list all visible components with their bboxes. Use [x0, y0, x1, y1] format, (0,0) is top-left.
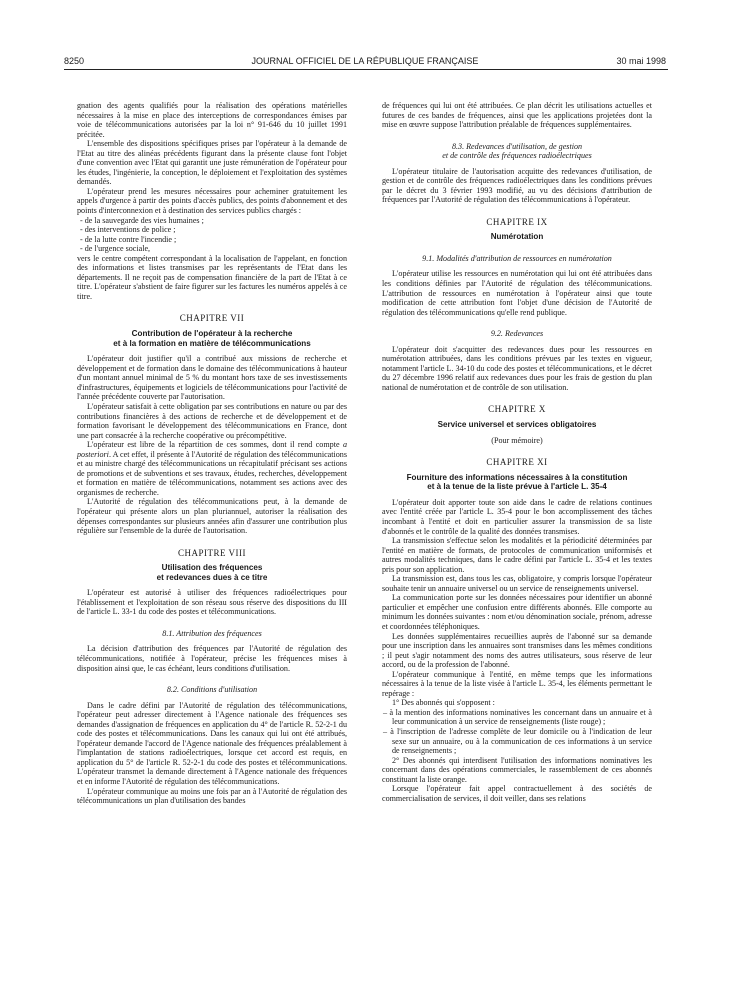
- paragraph: L'opérateur titulaire de l'autorisation acquitte des redevances d'utilisation, de gestion et de contrôle des fréquences radioélectriques dans les conditions prévues par le décret du 3 février 1993 modifié, au vu des décisions d'attribution de fréquences par l'Autorité de régulation des télécommunications à l'opérateur.: [382, 166, 652, 205]
- list: [77, 216, 347, 254]
- paragraph: La décision d'attribution des fréquences par l'Autorité de régulation des télécommunications, notifiée à l'opérateur, précise les fréquences mises à disposition ainsi que, le cas échéant, leurs conditions d'utilisation.: [77, 644, 347, 673]
- paragraph: L'opérateur utilise les ressources en numérotation qui lui ont été attribuées dans les conditions définies par l'Autorité de régulation des télécommunications. L'attribution de ressources en numérotation à l'opérateur ainsi que toute modification de cette attribution font l'objet d'une décision de l'Autorité de régulation des télécommunications qu'elle rend publique.: [382, 269, 652, 317]
- left-column: [77, 101, 347, 806]
- list-item: – à l'inscription de l'adresse complète de leur domicile ou à l'indication de leur sexe sur un annuaire, ou à la communication de ces informations à un service de renseignements ;: [383, 726, 652, 756]
- chapter-label: CHAPITRE VIII: [177, 547, 247, 558]
- list-item: - de la sauvegarde des vies humaines ;: [80, 215, 204, 225]
- chapter-label: CHAPITRE IX: [486, 216, 548, 227]
- paragraph: L'opérateur satisfait à cette obligation par ses contributions en nature ou par des contributions financières à des actions de recherche et de développement et de formation favorisant le développement des télécommunications en France, dont une part consacrée à la recherche coopérative ou précompétitive.: [77, 401, 347, 440]
- list-item: – à la mention des informations nominatives les concernant dans un annuaire et à leur communication à un service de renseignements (liste rouge) ;: [383, 707, 652, 727]
- section-heading: 9.2. Redevances: [490, 329, 544, 339]
- paragraph: L'opérateur doit justifier qu'il a contribué aux missions de recherche et développement et de formation dans le domaine des télécommunications à hauteur d'un montant annuel minimal de 5 % du montant hors taxe de ses investissements d'infrastructures, équipements et logiciels de télécommunications pour l'activité de l'année précédente couverte par l'autorisation.: [77, 354, 347, 402]
- section-heading-line: et de contrôle des fréquences radioélectriques: [442, 151, 592, 161]
- text-run: L'opérateur est libre de la répartition de ces sommes, dont il rend compte: [87, 440, 343, 450]
- italic-phrase: a posteriori: [77, 440, 347, 459]
- paragraph: Lorsque l'opérateur fait appel contractuellement à des sociétés de commercialisation de services, il doit veiller, dans ses relations: [382, 784, 652, 803]
- chapter-title: [77, 329, 347, 348]
- list-item: - des interventions de police ;: [80, 225, 176, 235]
- section-heading: [382, 142, 652, 161]
- paragraph: L'opérateur est autorisé à utiliser des fréquences radioélectriques pour l'établissement et l'exploitation de son réseau sous réserve des dispositions du III de l'article L. 33-1 du code des postes et télécommunications.: [77, 588, 347, 617]
- page-number: 8250: [64, 56, 85, 66]
- page-header: [64, 54, 666, 70]
- paragraph: L'opérateur communique à l'entité, en même temps que les informations nécessaires à la tenue de la liste visée à l'article L. 35-4, les éléments permettant le repérage :: [382, 669, 652, 698]
- paragraph: L'opérateur doit apporter toute son aide dans le cadre de relations continues avec l'entité créée par l'article L. 35-4 pour le bon accomplissement des tâches incombant à l'entité et doit en particulier assurer la transmission de sa liste d'abonnés et le contrôle de la qualité des données transmises.: [382, 497, 652, 536]
- issue-date: 30 mai 1998: [616, 56, 666, 66]
- paragraph: La transmission est, dans tous les cas, obligatoire, y compris lorsque l'opérateur souhaite tenir un annuaire universel ou un service de renseignements universel.: [382, 574, 652, 593]
- memo-note: (Pour mémoire): [491, 435, 543, 445]
- chapter-label: CHAPITRE XI: [486, 457, 548, 468]
- paragraph: La transmission s'effectue selon les modalités et la périodicité déterminées par l'entité en matière de formats, de protocoles de communication uniformisés et autres modalités techniques, dans le cadre défini par l'article L. 35-4 et les textes pris pour son application.: [382, 536, 652, 574]
- list-item: 1° Des abonnés qui s'opposent :: [392, 698, 495, 708]
- chapter-title-line: Contribution de l'opérateur à la recherche: [131, 329, 293, 339]
- chapter-title: [382, 473, 652, 492]
- paragraph: de fréquences qui lui ont été attribuées. Ce plan décrit les utilisations actuelles et futures de ces bandes de fréquences, ainsi que les applications projetées dont la mise en œuvre suppose l'attribution préalable de fréquences supplémentaires.: [382, 101, 652, 130]
- paragraph: gnation des agents qualifiés pour la réalisation des opérations matérielles nécessaires à la mise en place des interceptions de correspondances émises par voie de télécommunications autorisées par la loi n° 91-646 du 10 juillet 1991 précitée.: [77, 101, 347, 139]
- paragraph: Les données supplémentaires recueillies auprès de l'abonné sur sa demande pour une inscription dans les annuaires sont transmises dans les mêmes conditions ; il peut s'agir notamment des noms des autres utilisateurs, sous réserve de leur accord, ou de la profession de l'abonné.: [382, 631, 652, 670]
- paragraph: vers le centre compétent correspondant à la localisation de l'appelant, en fonction des informations et listes transmises par les représentants de l'Etat dans les départements. Il ne reçoit pas de compensation financière de la part de l'Etat à ce titre. L'opérateur s'abstient de faire figurer sur les factures les numéros appelés à ce titre.: [77, 253, 347, 301]
- right-column: [382, 101, 652, 803]
- section-heading: 8.1. Attribution des fréquences: [162, 628, 262, 638]
- section-heading: 9.1. Modalités d'attribution de ressources en numérotation: [422, 253, 612, 263]
- chapter-title-line: Fourniture des informations nécessaires à la constitution: [406, 472, 628, 482]
- paragraph: L'Autorité de régulation des télécommunications peut, à la demande de l'opérateur qui présente alors un plan pluriannuel, autoriser la réalisation des dépenses correspondantes sur plusieurs années afin d'assurer une contribution plus régulière sur l'ensemble de la durée de l'autorisation.: [77, 497, 347, 536]
- text-run: . A cet effet, il présente à l'Autorité de régulation des télécommunications et au ministre chargé des télécommunications un récapitulatif précisant ses actions de promotions et de subventions et ses travaux, études, recherches, développement et formation en matière de télécommunications, notamment ses actions avec des organismes de recherche.: [77, 449, 347, 497]
- journal-title: JOURNAL OFFICIEL DE LA RÉPUBLIQUE FRANÇAISE: [251, 56, 479, 66]
- header-rule: [64, 69, 668, 70]
- paragraph: L'ensemble des dispositions spécifiques prises par l'opérateur à la demande de l'Etat au titre des alinéas précédents figurant dans la présente clause font l'objet d'une convention avec l'Etat qui garantit une juste rémunération de l'opérateur pour les études, l'ingénierie, la conception, le déploiement et l'exploitation des systèmes demandés.: [77, 139, 347, 187]
- chapter-title-line: et redevances dues à ce titre: [156, 572, 268, 582]
- section-heading: 8.2. Conditions d'utilisation: [166, 685, 258, 695]
- paragraph: Dans le cadre défini par l'Autorité de régulation des télécommunications, l'opérateur peut adresser directement à l'Agence nationale des fréquences ses demandes d'assignation de fréquences en application du 4° de l'article R. 52-2-1 du code des postes et télécommunications. Dans les canaux qui lui ont été attribués, l'opérateur demande l'accord de l'Agence nationale des fréquences préalablement à l'implantation de stations radioélectriques, lorsque cet accord est requis, en application du 5° de l'article R. 52-2-1 du code des postes et télécommunications. L'opérateur transmet la demande directement à l'Agence nationale des fréquences et en informe l'Autorité de régulation des télécommunications.: [77, 700, 347, 786]
- chapter-title-line: et à la formation en matière de télécommunications: [113, 338, 311, 348]
- section-heading-line: 8.3. Redevances d'utilisation, de gestion: [451, 141, 583, 151]
- chapter-label: CHAPITRE X: [488, 404, 546, 415]
- chapter-title-line: et à la tenue de la liste prévue à l'article L. 35-4: [427, 482, 607, 492]
- chapter-title: Service universel et services obligatoires: [437, 419, 597, 429]
- chapter-title: [77, 563, 347, 582]
- list-item: 2° Des abonnés qui interdisent l'utilisation des informations nominatives les concernant dans des opérations commerciales, le rassemblement de ces abonnés constituant la liste orange.: [382, 755, 652, 784]
- chapter-title: Numérotation: [490, 232, 544, 242]
- paragraph: La communication porte sur les données nécessaires pour identifier un abonné particulier et empêcher une confusion entre différents abonnés. Elle comporte au minimum les données suivantes : nom et/ou dénomination sociale, prénom, adresse et coordonnées téléphoniques.: [382, 593, 652, 631]
- paragraph: L'opérateur prend les mesures nécessaires pour acheminer gratuitement les appels d'urgence à partir des points d'accès publics, des points d'abonnement et des points d'interconnexion et à destination des services publics chargés :: [77, 186, 347, 216]
- list-item: - de l'urgence sociale,: [80, 244, 151, 254]
- chapter-title-line: Utilisation des fréquences: [161, 563, 263, 573]
- list-item: - de la lutte contre l'incendie ;: [80, 234, 177, 244]
- paragraph: [77, 440, 347, 497]
- paragraph: L'opérateur doit s'acquitter des redevances dues pour les ressources en numérotation attribuées, dans les conditions prévues par les textes en vigueur, notamment l'article L. 34-10 du code des postes et télécommunications, et le décret du 27 décembre 1996 relatif aux redevances dues pour les frais de gestion du plan national de numérotation et de contrôle de son utilisation.: [382, 344, 652, 392]
- chapter-label: CHAPITRE VII: [179, 313, 245, 324]
- paragraph: L'opérateur communique au moins une fois par an à l'Autorité de régulation des télécommunications un plan d'utilisation des bandes: [77, 786, 347, 806]
